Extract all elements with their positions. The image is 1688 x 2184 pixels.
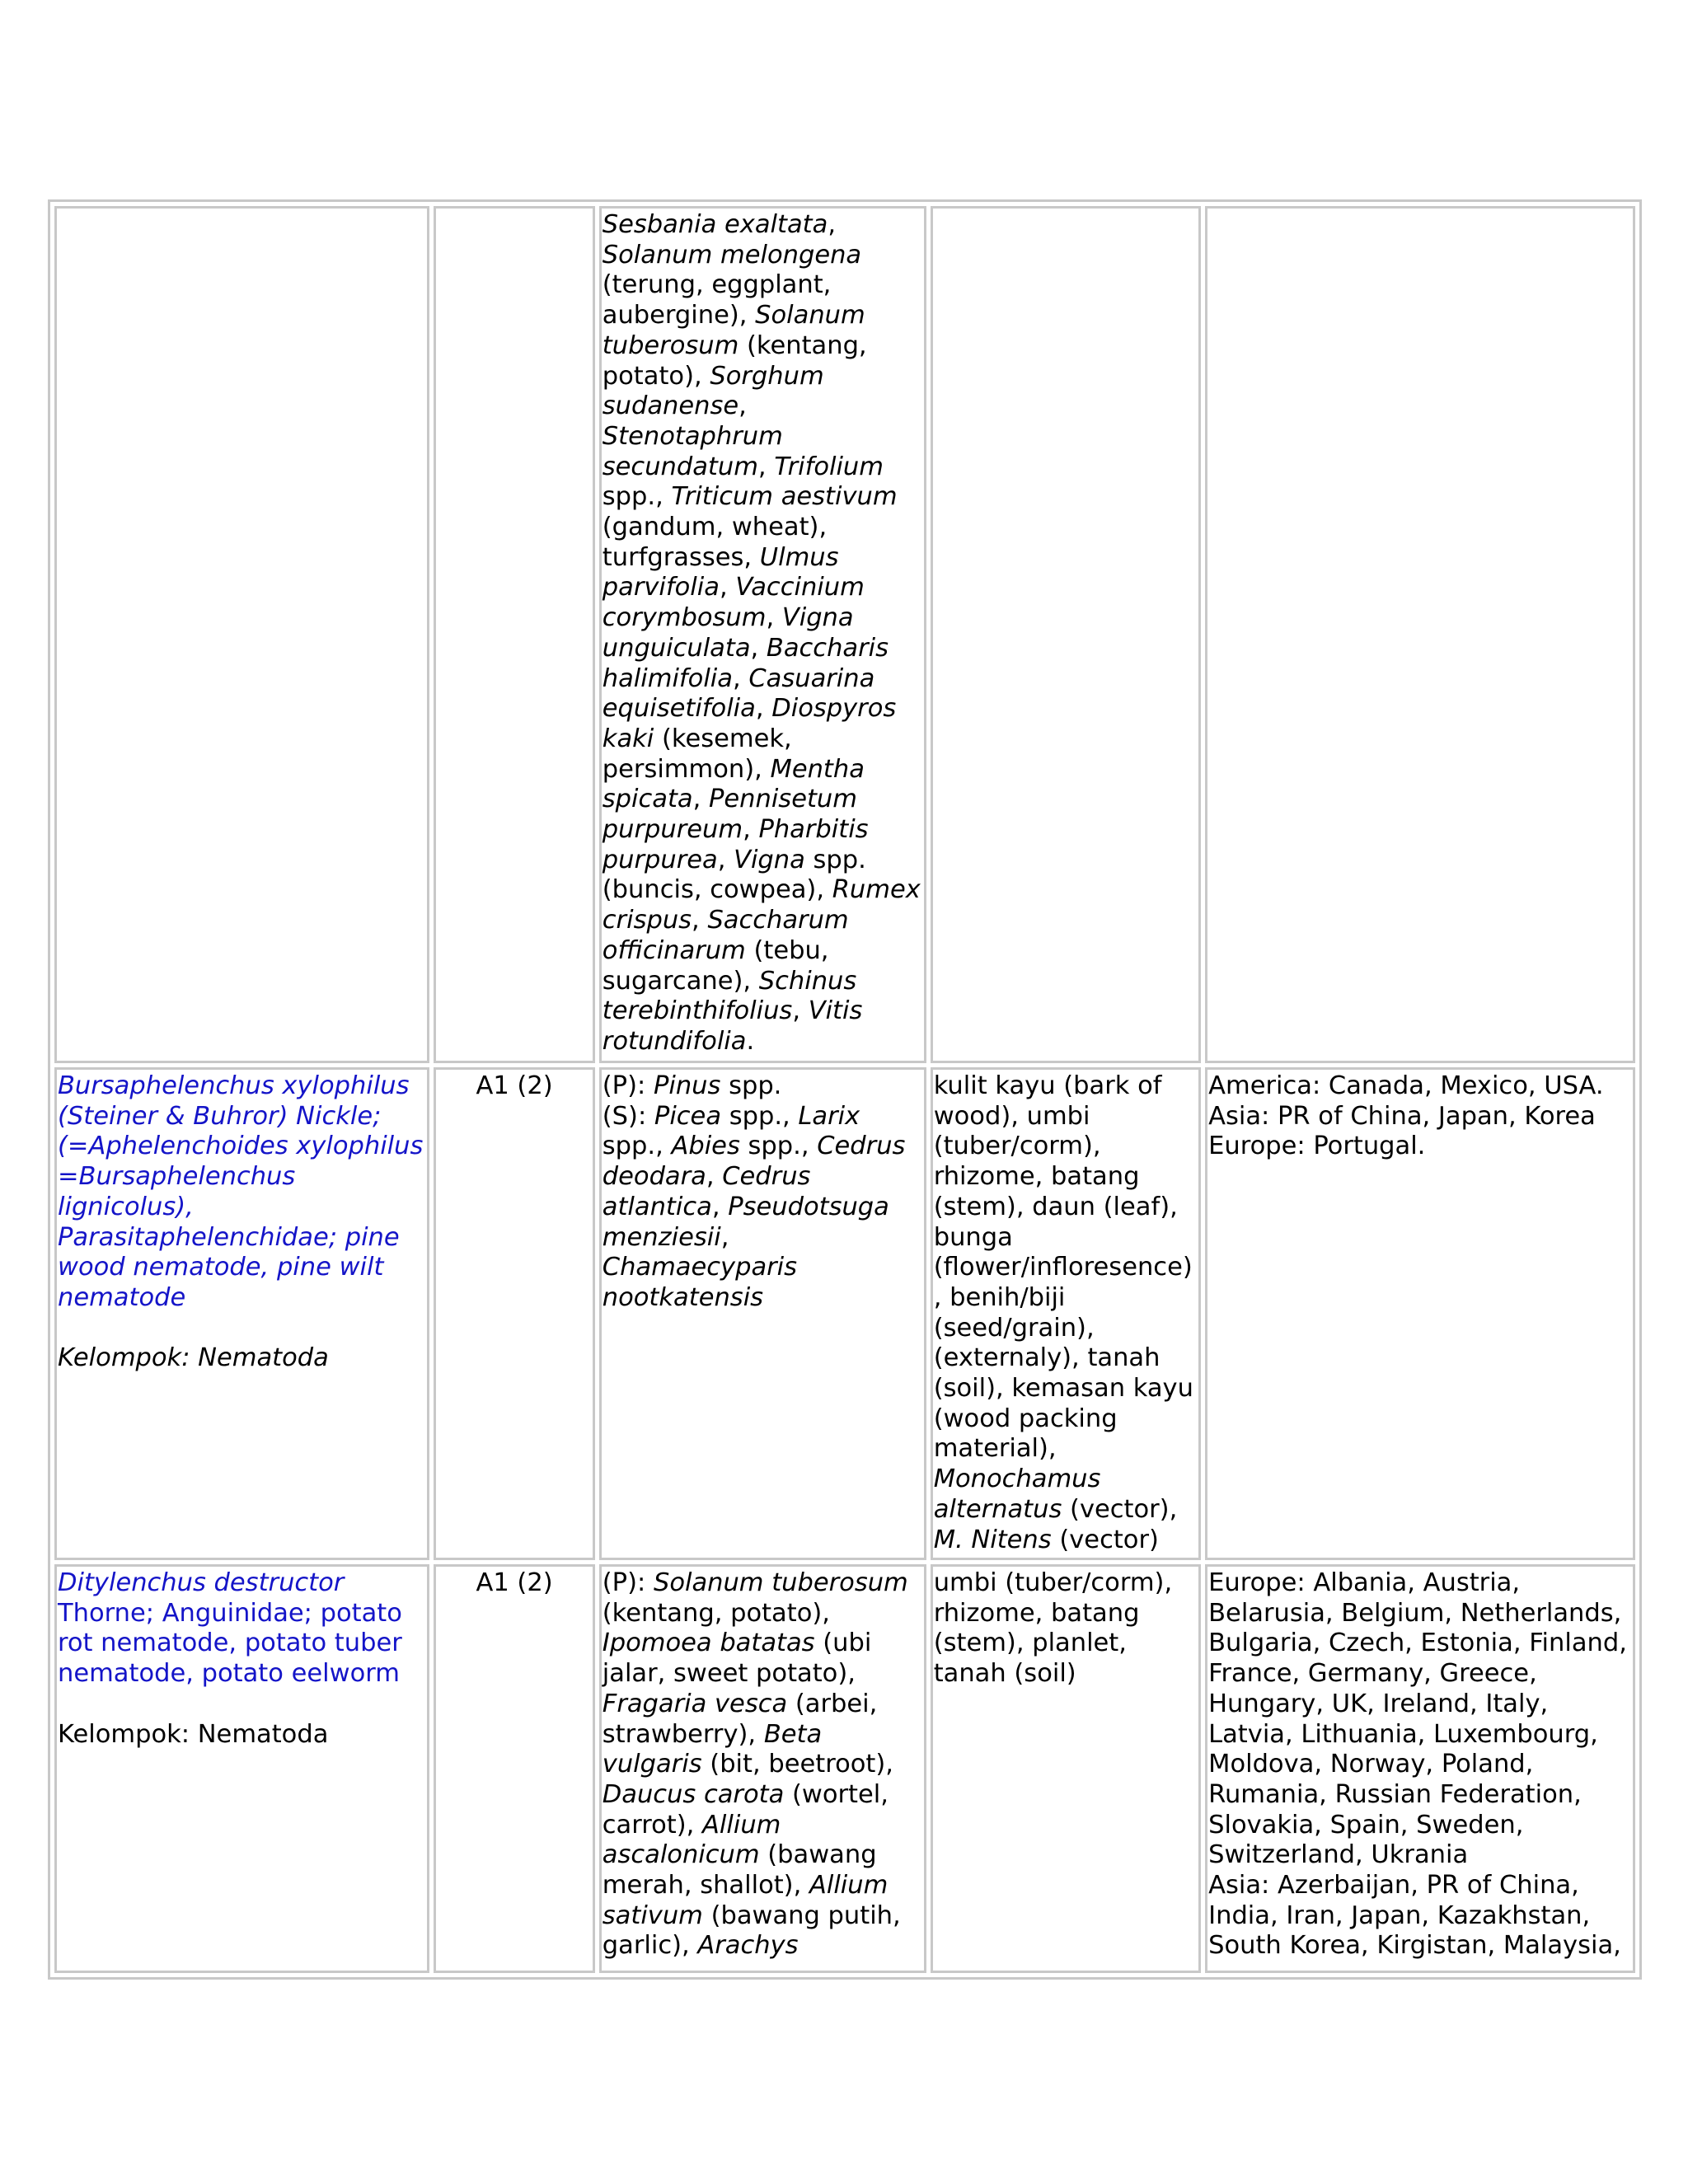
pest-name-link[interactable]: [58, 1568, 426, 1690]
text-segment: (bit, beetroot),: [701, 1750, 893, 1779]
text-segment: (S):: [602, 1101, 654, 1131]
text-segment: (kentang, potato),: [602, 1598, 830, 1628]
distribution-line: Europe: Albania, Austria, Belarusia, Belgium, Netherlands, Bulgaria, Czech, Estonia, Finland, France, Germany, Greece, Hungary, UK, Ireland, Italy, Latvia, Lithuania, Luxembourg, Moldova, Norway, Poland, Rumania, Russian Federation, Slovakia, Spain, Sweden, Switzerland, Ukrania: [1208, 1568, 1627, 1870]
distribution-cell: [1205, 206, 1635, 1063]
scientific-name: Arachys: [697, 1931, 799, 1961]
scientific-name: Casuarina equisetifolia: [602, 663, 875, 724]
scientific-name: Baccharis halimifolia: [602, 633, 889, 693]
pest-group-label: Kelompok: Nematoda: [58, 1719, 329, 1749]
distribution-line: Asia: Azerbaijan, PR of China, India, Iran, Japan, Kazakhstan, South Korea, Kirgistan, Malaysia,: [1208, 1871, 1621, 1961]
distribution-cell: [1205, 1067, 1635, 1560]
status-value: A1 (2): [476, 1568, 553, 1597]
distribution-line: Asia: PR of China, Japan, Korea: [1208, 1101, 1596, 1131]
host-cell: [599, 206, 926, 1063]
scientific-name: Ipomoea batatas: [602, 1629, 815, 1658]
scientific-name: Pharbitis purpurea: [602, 815, 869, 874]
scientific-name: Diospyros kaki: [602, 694, 897, 753]
text-segment: ,: [692, 906, 708, 935]
scientific-name: Picea: [654, 1101, 722, 1131]
text-segment: ,: [828, 210, 837, 239]
scientific-name: Schinus terebinthifolius: [602, 966, 857, 1026]
text-segment: ,: [750, 633, 767, 663]
host-cell: [599, 1067, 926, 1560]
scientific-name: Abies: [671, 1132, 740, 1161]
text-segment: (terung, eggplant, aubergine),: [602, 270, 832, 330]
pathway-cell: [931, 1564, 1201, 1973]
pest-group-label: Kelompok: Nematoda: [58, 1343, 329, 1373]
table-row: [54, 1564, 1635, 1973]
scientific-name: Ulmus parvifolia: [602, 542, 839, 602]
text-segment: spp.,: [602, 1132, 672, 1161]
scientific-name: Vigna: [734, 845, 805, 874]
pathway-cell: [931, 206, 1201, 1063]
scientific-name: Trifolium: [774, 452, 884, 481]
text-segment: ,: [692, 785, 710, 814]
pest-name-common: Thorne; Anguinidae; potato rot nematode, potato tuber nematode, potato eelworm: [58, 1598, 402, 1689]
text-segment: ,: [720, 1222, 729, 1252]
scientific-name: Vaccinium corymbosum: [602, 573, 865, 633]
scientific-name: Fragaria vesca: [602, 1689, 788, 1718]
pest-table: [48, 199, 1642, 1980]
table-row: [54, 206, 1635, 1063]
text-segment: ,: [706, 1162, 723, 1192]
text-segment: (wortel, carrot),: [602, 1779, 889, 1840]
scientific-name: Vitis rotundifolia: [602, 996, 863, 1056]
scientific-name: Triticum aestivum: [671, 482, 898, 512]
distribution-cell: [1205, 1564, 1635, 1973]
text-segment: (vector): [1051, 1525, 1159, 1554]
text-segment: kulit kayu (bark of wood), umbi (tuber/corm), rhizome, batang (stem), daun (leaf), bunga (flower/infloresence), benih/biji (seed/grain), (externaly), tanah (soil), kemasan kayu (wood packing material),: [933, 1071, 1193, 1464]
pest-name-link[interactable]: Bursaphelenchus xylophilus (Steiner & Buhror) Nickle; (=Aphelenchoides xylophilus =Bursaphelenchus lignicolus), Parasitaphelenchidae; pine wood nematode, pine wilt nematode: [58, 1071, 424, 1312]
text-segment: spp. (buncis, cowpea),: [602, 845, 866, 905]
text-segment: (bawang merah, shallot),: [602, 1840, 877, 1900]
text-segment: ,: [732, 663, 749, 693]
text-segment: ,: [792, 996, 809, 1026]
text-segment: spp.,: [602, 482, 672, 512]
pest-name-scientific: Ditylenchus destructor: [58, 1568, 345, 1597]
scientific-name: Mentha spicata: [602, 754, 865, 814]
pathway-cell: [931, 1067, 1201, 1560]
scientific-name: Beta vulgaris: [602, 1719, 823, 1779]
scientific-name: M. Nitens: [933, 1525, 1052, 1554]
scientific-name: Monochamus alternatus: [933, 1465, 1101, 1524]
text-segment: ,: [719, 573, 736, 602]
scientific-name: Allium ascalonicum: [602, 1810, 781, 1870]
scientific-name: Saccharum officinarum: [602, 906, 849, 965]
status-cell: [434, 206, 594, 1063]
scientific-name: Solanum tuberosum: [653, 1568, 908, 1597]
text-segment: .: [746, 1026, 755, 1056]
status-cell: [434, 1564, 594, 1973]
pest-name-cell: [54, 1564, 429, 1973]
host-cell: [599, 1564, 926, 1973]
distribution-line: Europe: Portugal.: [1208, 1132, 1426, 1161]
scientific-name: Daucus carota: [602, 1779, 785, 1809]
text-segment: (P):: [602, 1568, 654, 1597]
scientific-name: Pseudotsuga menziesii: [602, 1192, 889, 1252]
text-segment: spp.: [720, 1071, 782, 1100]
pest-name-cell: [54, 1067, 429, 1560]
scientific-name: Sesbania exaltata: [602, 210, 828, 239]
text-segment: (kesemek, persimmon),: [602, 724, 792, 784]
text-segment: (arbei, strawberry),: [602, 1689, 878, 1749]
scientific-name: Cedrus deodara: [602, 1132, 906, 1192]
status-value: A1 (2): [476, 1071, 553, 1100]
scientific-name: Chamaecyparis nootkatensis: [602, 1253, 798, 1312]
text-segment: (ubi jalar, sweet potato),: [602, 1629, 872, 1689]
text-segment: (kentang, potato),: [602, 330, 867, 391]
scientific-name: Larix: [798, 1101, 860, 1131]
scientific-name: Vigna unguiculata: [602, 603, 854, 663]
text-segment: ,: [757, 452, 775, 481]
text-segment: (P):: [602, 1071, 654, 1100]
pest-name-cell: [54, 206, 429, 1063]
scientific-name: Rumex crispus: [602, 875, 921, 935]
text-segment: spp.,: [739, 1132, 818, 1161]
scientific-name: Solanum tuberosum: [602, 301, 865, 360]
text-segment: (vector),: [1062, 1494, 1178, 1524]
text-segment: ,: [717, 845, 734, 874]
text-segment: (bawang putih, garlic),: [602, 1900, 901, 1961]
text-segment: ,: [711, 1192, 729, 1221]
text-segment: spp.,: [721, 1101, 799, 1131]
text-segment: ,: [755, 694, 772, 724]
scientific-name: Sorghum sudanense: [602, 361, 824, 421]
text-segment: umbi (tuber/corm), rhizome, batang (stem), planlet, tanah (soil): [933, 1568, 1173, 1689]
scientific-name: Cedrus atlantica: [602, 1162, 811, 1221]
distribution-line: America: Canada, Mexico, USA.: [1208, 1071, 1604, 1100]
table-row: [54, 1067, 1635, 1560]
scientific-name: Stenotaphrum secundatum: [602, 421, 783, 481]
scientific-name: Pennisetum purpureum: [602, 785, 857, 845]
text-segment: ,: [743, 815, 759, 845]
scientific-name: Allium sativum: [602, 1871, 889, 1930]
text-segment: ,: [766, 603, 782, 633]
text-segment: ,: [738, 391, 747, 421]
status-cell: [434, 1067, 594, 1560]
text-segment: (tebu, sugarcane),: [602, 935, 829, 996]
scientific-name: Solanum melongena: [602, 240, 862, 269]
text-segment: (gandum, wheat), turfgrasses,: [602, 513, 828, 572]
scientific-name: Pinus: [653, 1071, 721, 1100]
